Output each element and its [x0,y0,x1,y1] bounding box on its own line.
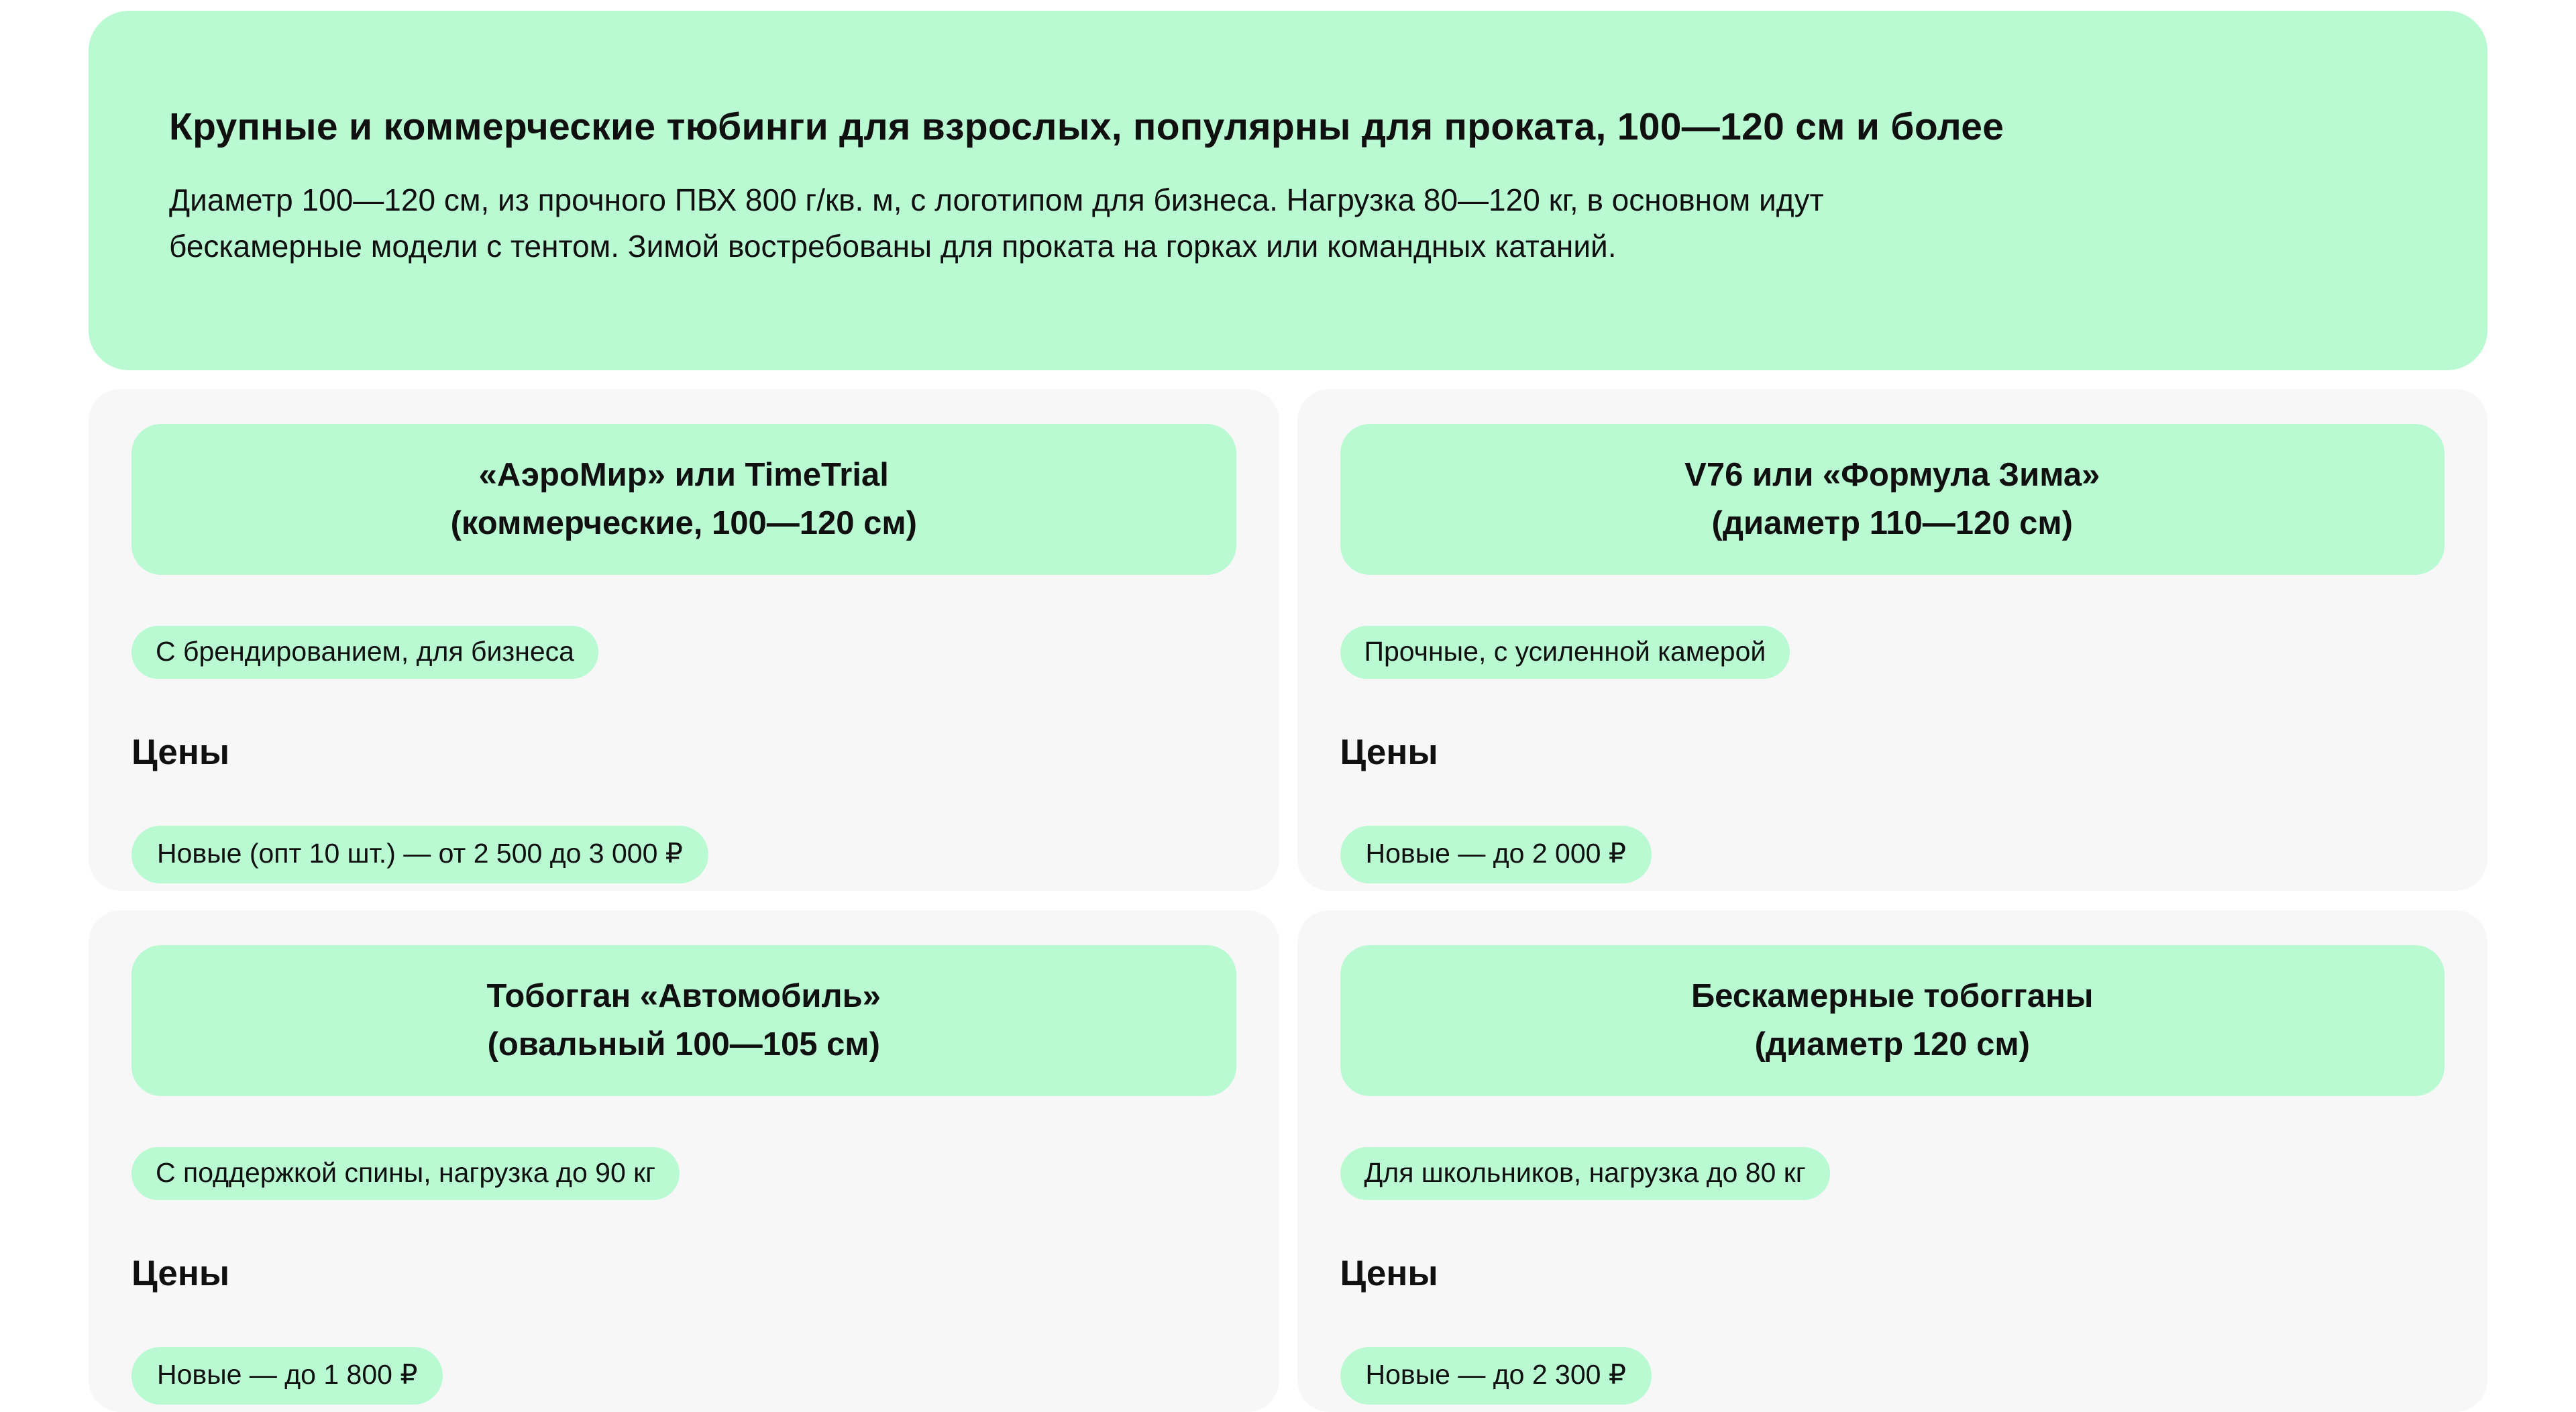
price-badge: Новые (опт 10 шт.) — от 2 500 до 3 000 ₽ [131,826,708,883]
price-badge: Новые — до 2 000 ₽ [1340,826,1652,883]
feature-badge: Прочные, с усиленной камерой [1340,626,1790,679]
product-card [89,910,1279,1412]
card-header [131,424,1236,574]
price-badge-row [1340,1324,2445,1405]
card-title-line-2: (диаметр 110—120 см) [1711,505,2073,542]
feature-badge-row [131,575,1236,679]
page-title: Крупные и коммерческие тюбинги для взрослых, популярны для проката, 100—120 см и более [169,105,2004,149]
product-card [1297,389,2488,891]
feature-badge: С поддержкой спины, нагрузка до 90 кг [131,1147,680,1200]
banner-description-line-1: Диаметр 100—120 см, из прочного ПВХ 800 г/кв. м, с логотипом для бизнеса. Нагрузка 80—120 кг, в основном идут [169,182,1824,218]
card-title-line-2: (диаметр 120 см) [1754,1026,2030,1063]
card-title-line-1: «АэроМир» или TimeTrial [478,457,889,494]
card-title-line-1: V76 или «Формула Зима» [1684,457,2100,494]
prices-heading: Цены [1340,732,1438,772]
price-badge-row [131,1324,1236,1405]
prices-heading: Цены [131,1253,230,1293]
feature-badge: Для школьников, нагрузка до 80 кг [1340,1147,1830,1200]
feature-badge-row [1340,575,2445,679]
product-card [89,389,1279,891]
banner-description-line-2: бескамерные модели с тентом. Зимой востребованы для проката на горках или командных катаний. [169,229,1617,264]
product-card [1297,910,2488,1412]
card-title-line-1: Тобогган «Автомобиль» [486,978,881,1015]
feature-badge-row [1340,1096,2445,1200]
card-title-line-1: Бескамерные тобогганы [1690,978,2094,1015]
prices-heading: Цены [131,732,230,772]
prices-heading: Цены [1340,1253,1438,1293]
price-badge: Новые — до 2 300 ₽ [1340,1347,1652,1405]
summary-banner [89,11,2487,370]
product-card-grid [89,389,2487,1412]
price-badge: Новые — до 1 800 ₽ [131,1347,443,1405]
card-title-line-2: (овальный 100—105 см) [487,1026,880,1063]
card-title-line-2: (коммерческие, 100—120 см) [450,505,917,542]
card-header [1340,945,2445,1095]
feature-badge-row [131,1096,1236,1200]
price-badge-row [1340,803,2445,883]
feature-badge: С брендированием, для бизнеса [131,626,598,679]
card-header [1340,424,2445,574]
banner-description [169,177,2407,270]
price-badge-row [131,803,1236,883]
card-header [131,945,1236,1095]
